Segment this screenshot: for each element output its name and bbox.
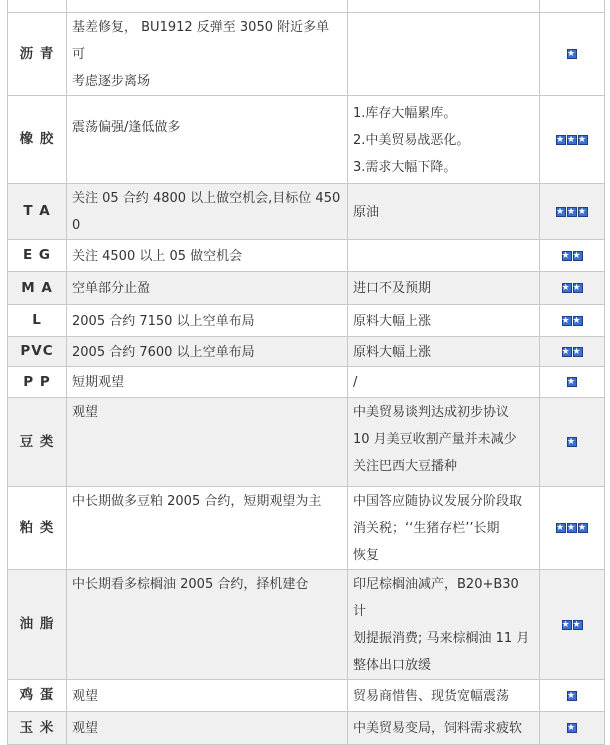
star-icon — [573, 316, 583, 326]
strategy-view-line: 震荡偏强/逢低做多 — [72, 120, 181, 135]
strategy-view-line: 观望 — [72, 688, 99, 704]
rating-stars — [540, 13, 605, 96]
star-icon — [556, 207, 566, 217]
commodity-name: 油 脂 — [8, 570, 67, 680]
table-body — [8, 0, 605, 745]
strategy-view — [67, 240, 348, 272]
risk-factor — [348, 487, 540, 570]
commodity-name: 粕 类 — [8, 487, 67, 570]
rating-stars — [540, 96, 605, 184]
rating-stars — [540, 367, 605, 398]
star-icon — [573, 283, 583, 293]
strategy-view — [67, 367, 348, 398]
star-icon — [573, 251, 583, 261]
risk-factor-line: 划提振消费; 马来棕榈油 11 月 — [353, 631, 530, 646]
risk-factor-line: 10 月美豆收割产量并未减少 — [353, 432, 517, 447]
rating-stars — [540, 487, 605, 570]
table-row — [8, 487, 605, 570]
risk-factor-line: 原油 — [353, 204, 380, 220]
strategy-view — [67, 487, 348, 570]
strategy-view-line: 中长期看多棕榈油 2005 合约，择机建仓 — [72, 577, 309, 592]
commodity-name: 鸡 蛋 — [8, 680, 67, 712]
strategy-view — [67, 13, 348, 96]
star-icon — [567, 523, 577, 533]
star-icon — [562, 251, 572, 261]
star-icon — [562, 283, 572, 293]
table-row — [8, 240, 605, 272]
rating-stars — [540, 272, 605, 305]
risk-factor — [348, 96, 540, 184]
commodity-name: M A — [8, 272, 67, 305]
strategy-view — [67, 680, 348, 712]
star-icon — [567, 437, 577, 447]
commodity-name: L — [8, 305, 67, 337]
star-icon — [573, 347, 583, 357]
star-icon — [567, 49, 577, 59]
risk-factor — [348, 398, 540, 487]
strategy-view — [67, 712, 348, 745]
risk-factor-line: 原料大幅上涨 — [353, 344, 432, 360]
star-icon — [562, 316, 572, 326]
risk-factor-line: 中美贸易谈判达成初步协议 — [353, 405, 510, 420]
star-icon — [567, 723, 577, 733]
risk-factor-line: 中美贸易变局，饲料需求疲软 — [353, 721, 523, 736]
commodity-name: T A — [8, 184, 67, 240]
risk-factor — [348, 240, 540, 272]
risk-factor-line: 消关税；‘‘生猪存栏’’长期 — [353, 521, 500, 536]
risk-factor-line: 恢复 — [353, 548, 380, 563]
table-row — [8, 272, 605, 305]
table-row — [8, 337, 605, 367]
strategy-view-line: 中长期做多豆粕 2005 合约，短期观望为主 — [72, 494, 322, 509]
risk-factor-line: 贸易商惜售、现货宽幅震荡 — [353, 688, 510, 704]
star-icon — [567, 135, 577, 145]
commodity-name: 玉 米 — [8, 712, 67, 745]
table-row — [8, 13, 605, 96]
strategy-view-line: 短期观望 — [72, 375, 125, 390]
star-icon — [562, 620, 572, 630]
strategy-view — [67, 96, 348, 184]
risk-factor — [348, 712, 540, 745]
star-icon — [562, 347, 572, 357]
strategy-view-line: 基差修复， BU1912 反弹至 3050 附近多单可 — [72, 20, 330, 62]
risk-factor-line: / — [353, 375, 358, 390]
strategy-view-line: 空单部分止盈 — [72, 281, 151, 296]
table-row — [8, 305, 605, 337]
rating-stars — [540, 680, 605, 712]
risk-factor-line: 1.库存大幅累库。 — [353, 105, 457, 121]
risk-factor — [348, 305, 540, 337]
risk-factor — [348, 337, 540, 367]
risk-factor — [348, 680, 540, 712]
star-icon — [567, 207, 577, 217]
rating-stars — [540, 398, 605, 487]
rating-stars — [540, 240, 605, 272]
rating-stars — [540, 712, 605, 745]
risk-factor-line: 整体出口放缓 — [353, 658, 432, 673]
strategy-view-line: 关注 4500 以上 05 做空机会 — [72, 248, 243, 264]
table-row — [8, 184, 605, 240]
risk-factor — [348, 184, 540, 240]
commodity-name: P P — [8, 367, 67, 398]
risk-factor-line: 原料大幅上涨 — [353, 313, 432, 329]
star-icon — [556, 135, 566, 145]
strategy-view — [67, 398, 348, 487]
commodity-name: PVC — [8, 337, 67, 367]
commodity-name: 豆 类 — [8, 398, 67, 487]
commodity-name: 沥 青 — [8, 13, 67, 96]
risk-factor — [348, 570, 540, 680]
strategy-view — [67, 305, 348, 337]
risk-factor — [348, 272, 540, 305]
strategy-view-line: 2005 合约 7150 以上空单布局 — [72, 313, 255, 329]
table-row — [8, 680, 605, 712]
star-icon — [556, 523, 566, 533]
table-row — [8, 398, 605, 487]
strategy-view — [67, 570, 348, 680]
star-icon — [567, 377, 577, 387]
risk-factor — [348, 13, 540, 96]
strategy-view-line: 观望 — [72, 721, 99, 736]
rating-stars — [540, 184, 605, 240]
risk-factor-line: 中国答应随协议发展分阶段取 — [353, 494, 523, 509]
strategy-table — [7, 0, 605, 745]
strategy-view — [67, 337, 348, 367]
star-icon — [578, 207, 588, 217]
table-row — [8, 367, 605, 398]
table-row — [8, 712, 605, 745]
cut-off-cell — [8, 0, 67, 13]
strategy-view — [67, 184, 348, 240]
strategy-view — [67, 272, 348, 305]
strategy-view-line: 考虑逐步离场 — [72, 74, 151, 89]
rating-stars — [540, 337, 605, 367]
rating-stars — [540, 570, 605, 680]
table-row-partial — [8, 0, 605, 13]
commodity-name: E G — [8, 240, 67, 272]
commodity-name: 橡 胶 — [8, 96, 67, 184]
risk-factor — [348, 367, 540, 398]
star-icon — [578, 135, 588, 145]
star-icon — [573, 620, 583, 630]
risk-factor-line: 3.需求大幅下降。 — [353, 159, 457, 175]
star-icon — [578, 523, 588, 533]
strategy-view-line: 2005 合约 7600 以上空单布局 — [72, 344, 255, 360]
strategy-view-line: 关注 05 合约 4800 以上做空机会,目标位 4500 — [72, 191, 341, 233]
rating-stars — [540, 305, 605, 337]
table-row — [8, 96, 605, 184]
star-icon — [567, 691, 577, 701]
risk-factor-line: 印尼棕榈油减产，B20+B30 计 — [353, 577, 519, 619]
table-row — [8, 570, 605, 680]
strategy-view-line: 观望 — [72, 405, 99, 420]
risk-factor-line: 关注巴西大豆播种 — [353, 459, 458, 474]
risk-factor-line: 2.中美贸易战恶化。 — [353, 132, 470, 148]
risk-factor-line: 进口不及预期 — [353, 281, 432, 296]
